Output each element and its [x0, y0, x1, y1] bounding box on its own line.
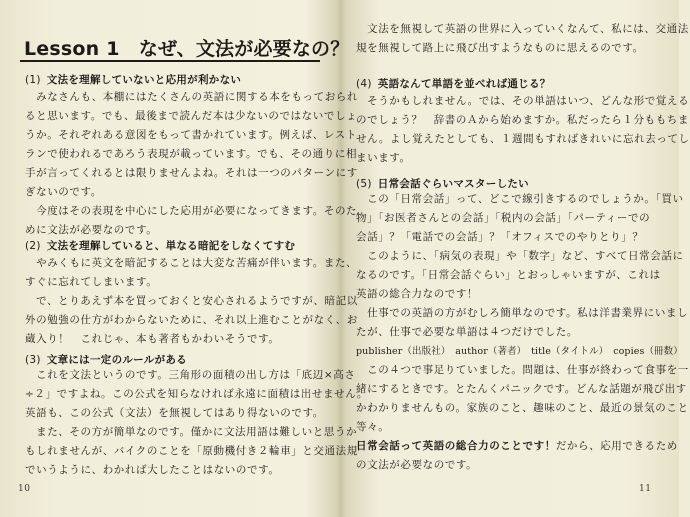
- title-underline: [20, 60, 320, 62]
- intro-paragraph: [356, 20, 689, 58]
- text-line: で、とりあえず本を買っておくと安心されるようですが、暗記以: [25, 295, 358, 307]
- text-line: めに文法が必要なのです。: [25, 224, 158, 236]
- lesson-title: Lesson 1 なぜ、文法が必要なの？: [24, 38, 350, 60]
- text-line: publisher（出版社） author（著者） title（タイトル） copies（冊数）: [356, 346, 683, 357]
- page-number-right: 11: [639, 484, 652, 494]
- text-line: 文法を無視して英語の世界に入っていくなんて、私には、交通法: [356, 23, 689, 35]
- text-line: 規を無視して路上に飛び出すようなものに思えるのです。: [356, 42, 644, 54]
- section-number: (5): [356, 178, 372, 190]
- emphasis-text: 日常会話って英語の総合力のことです！: [356, 440, 556, 452]
- text-line: この「日常会話」って、どこで線引きするのでしょうか。「買い: [356, 193, 684, 205]
- text-line: なるのです。「日常会話ぐらい」とおっしゃいますが、これは: [356, 269, 661, 281]
- text-line: また、その方が簡単なのです。僅かに文法用語は難しいと思うか: [25, 426, 358, 438]
- section-body-1: [25, 88, 358, 240]
- text-line: この４つで事足りていました。問題は、仕事が終わって食事を一: [356, 364, 689, 376]
- text-line: ランで使われるであろう表現が載っています。でも、その通りに相: [25, 148, 358, 160]
- page-number-left: 10: [18, 484, 31, 494]
- text-line: 物」「お医者さんとの会話」「税内の会話」「パーティーでの: [356, 212, 651, 224]
- text-line: うか。それぞれある意図をもって書かれています。例えば、レスト: [25, 129, 357, 141]
- text-line: 英語も、この公式（文法）を無視してはあり得ないのです。: [25, 407, 324, 419]
- text-line: 緒にするときです。とたんくパニックです。どんな話題が飛び出す: [356, 383, 687, 395]
- right-page: [343, 0, 690, 517]
- section-body-4: [356, 92, 690, 168]
- section-number: (4): [356, 78, 372, 90]
- section-heading-text: 文法を理解していないと応用が利かない: [46, 74, 242, 86]
- text-line: まいます。: [356, 152, 411, 164]
- text-line: このように、「病気の表現」や「数字」など、すべて日常会話に: [356, 250, 684, 262]
- text-line: 会話」？「電話での会話」？「オフィスでのやりとり」？: [356, 231, 644, 243]
- section-number: (1): [25, 74, 41, 86]
- section-body-3: [25, 366, 369, 480]
- text-line: 等々。: [356, 421, 390, 433]
- section-heading-2: [25, 238, 295, 253]
- section-heading-4: [356, 76, 551, 91]
- text-line: ぎないのです。: [25, 186, 102, 198]
- text-line: の文法が必要なのです。: [356, 459, 478, 471]
- text-line: 蔵入り！ これじゃ、本も著者もかわいそうです。: [25, 333, 280, 345]
- section-heading-text: 文章には一定のルールがある: [46, 354, 187, 366]
- text-line: かわかりませんもの。家族のこと、趣味のこと、最近の景気のこと: [356, 402, 689, 414]
- text-line: やみくもに英文を暗記することは大変な苦痛が伴います。また、: [25, 257, 358, 269]
- section-heading-1: [25, 72, 241, 87]
- text-line: 今度はその表現を中心にした応用が必要になってきます。そのた: [25, 205, 358, 217]
- section-heading-text: 日常会話ぐらいマスターしたい: [377, 178, 529, 190]
- section-body-5: [356, 190, 689, 475]
- text-line: これを文法というのです。三角形の面積の出し方は「底辺×高さ: [25, 369, 356, 381]
- text-line: そうかもしれません。では、その単語はいつ、どんな形で覚える: [356, 95, 690, 107]
- text-line: 手が言ってくれるとは限りませんよね。それは一つのパターンにす: [25, 167, 358, 179]
- text-line: 英語の総合力なのです！: [356, 288, 479, 300]
- text-line: のでしょう？ 辞書のＡから始めますか。私だったら１分ももちま: [356, 114, 689, 126]
- section-heading-3: [25, 352, 187, 367]
- text-line: たが、仕事で必要な単語は４つだけでした。: [356, 326, 578, 338]
- section-number: (2): [25, 240, 41, 252]
- text-line: 仕事での英語の方がむしろ簡単なのです。私は洋書業界にいまし: [356, 307, 689, 319]
- text-line: ると思います。でも、最後まで読んだ本は少ないのではないでしょ: [25, 110, 358, 122]
- text-line: ÷２」ですよね。この公式を知らなければ永遠に面積は出せません。: [25, 388, 369, 400]
- section-number: (3): [25, 354, 41, 366]
- text-line: みなさんも、本棚にはたくさんの英語に関する本をもっておられ: [25, 91, 358, 103]
- text-line-emphasis: [356, 437, 678, 456]
- section-heading-text: 文法を理解していると、単なる暗記をしなくてすむ: [46, 240, 296, 252]
- section-heading-text: 英語なんて単語を並べれば通じる？: [377, 78, 551, 90]
- text-line: せん。よし覚えたとしても、１週間もすればきれいに忘れ去ってし: [356, 133, 690, 145]
- section-heading-5: [356, 176, 529, 191]
- section-body-2: [25, 254, 358, 349]
- text-line: もしれませんが、バイクのことを「原動機付き２輪車」と交通法規: [25, 445, 358, 457]
- text-line: 外の勉強の仕方がわからないために、それ以上進むことがなく、お: [25, 314, 358, 326]
- text-line: すぐに忘れてしまいます。: [25, 276, 158, 288]
- text-line: でいうように、わかれば大したことはないのです。: [25, 464, 280, 476]
- text-run: だから、応用できるため: [555, 440, 678, 452]
